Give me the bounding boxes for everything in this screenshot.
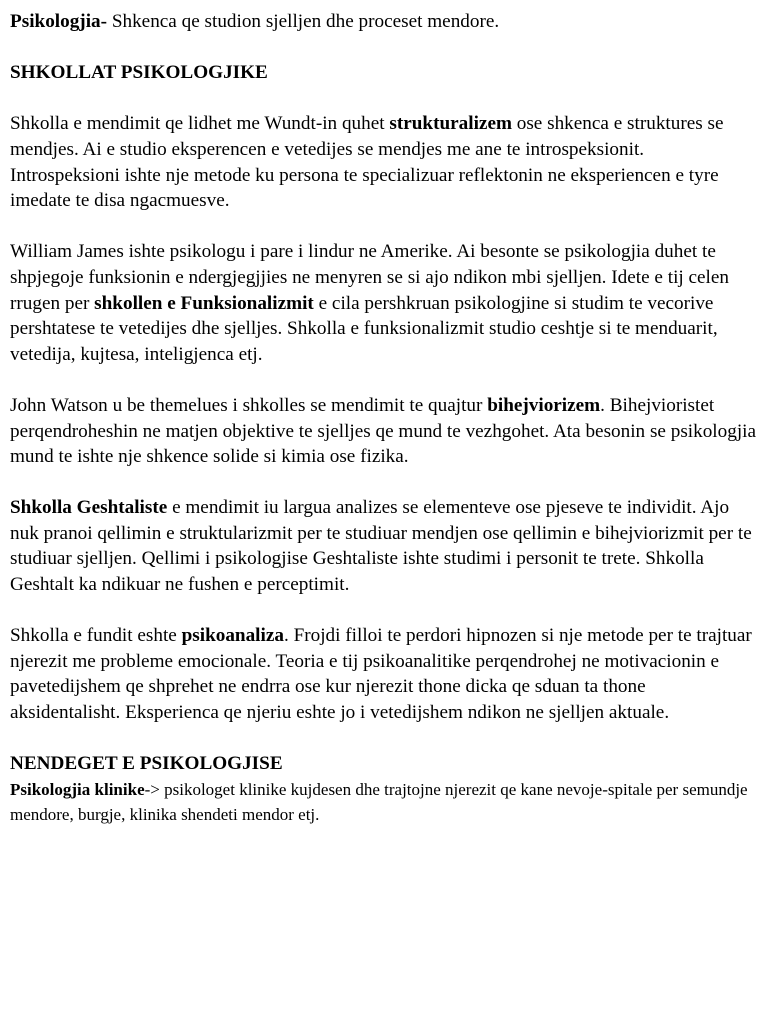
gestalt-term: Shkolla Geshtaliste bbox=[10, 497, 168, 519]
behaviorism-term: bihejviorizem bbox=[487, 394, 601, 416]
spacer bbox=[10, 214, 756, 240]
structuralism-text-start: Shkolla e mendimit qe lidhet me Wundt-in quhet bbox=[10, 113, 390, 135]
definition-paragraph bbox=[10, 9, 756, 35]
definition-term: Psikologjia- bbox=[10, 11, 108, 32]
psychoanalysis-text-end: . Frojdi filloi te perdori hipnozen si nje metode per te trajtuar njerezit me probleme emocionale. Teoria e tij psikoanalitike perqendrohej ne motivacionin e pavetedijshem qe shprehet ne endrra ose kur njerezit thone dicka qe sduan ta thone aksidentalisht. Eksperienca qe njeriu eshte jo i vetedijshem ndikon ne sjelljen aktuale. bbox=[10, 625, 752, 724]
spacer bbox=[10, 367, 756, 393]
spacer bbox=[10, 86, 756, 112]
spacer bbox=[10, 726, 756, 752]
spacer bbox=[10, 598, 756, 624]
functionalism-paragraph bbox=[10, 239, 756, 367]
spacer bbox=[10, 470, 756, 496]
psychoanalysis-term: psikoanaliza bbox=[181, 625, 284, 647]
definition-text: Shkenca qe studion sjelljen dhe proceset mendore. bbox=[107, 11, 500, 32]
behaviorism-text-end: . Bihejvioristet perqendroheshin ne matjen objektive te sjelljes qe mund te vezhgohet. Ata besonin se psikologjia mund te ishte nje shkence solide si kimia ose fizika. bbox=[10, 394, 756, 468]
branches-heading: NENDEGET E PSIKOLOGJISE bbox=[10, 753, 283, 775]
functionalism-term: shkollen e Funksionalizmit bbox=[94, 292, 314, 314]
gestalt-text: e mendimit iu largua analizes se elementeve ose pjeseve te individit. Ajo nuk pranoi qellimin e struktularizmit per te studiuar mendjen ose qellimin e bihejviorizmit per te studiuar sjelljen. Qellimi i psikologjise Geshtaliste ishte studimi i personit te trete. Shkolla Geshtalt ka ndikuar ne fushen e perceptimit. bbox=[10, 497, 752, 596]
spacer bbox=[10, 35, 756, 61]
clinical-paragraph bbox=[10, 777, 756, 828]
structuralism-term: strukturalizem bbox=[389, 113, 512, 135]
clinical-term: Psikologjia klinike bbox=[10, 779, 145, 799]
structuralism-paragraph bbox=[10, 111, 756, 213]
functionalism-text-end: e cila pershkruan psikologjine si studim te vecorive pershtatese te vetedijes dhe sjelljes. Shkolla e funksionalizmit studio ceshtje si te menduarit, vetedija, kujtesa, inteligjenca etj. bbox=[10, 292, 718, 365]
schools-heading: SHKOLLAT PSIKOLOGJIKE bbox=[10, 62, 268, 84]
behaviorism-text-start: John Watson u be themelues i shkolles se mendimit te quajtur bbox=[10, 394, 488, 416]
clinical-text: -> psikologet klinike kujdesen dhe trajtojne njerezit qe kane nevoje-spitale per semundje mendore, burgje, klinika shendeti mendor etj. bbox=[10, 779, 748, 825]
structuralism-text-end: ose shkenca e struktures se mendjes. Ai e studio eksperencen e vetedijes se mendjes me ane te introspeksionit. Introspeksioni ishte nje metode ku persona te specializuar reflektonin ne eksperiencen e tyre imedate te disa ngacmuesve. bbox=[10, 113, 724, 212]
behaviorism-paragraph bbox=[10, 393, 756, 470]
psychoanalysis-paragraph bbox=[10, 623, 756, 725]
functionalism-text-start: William James ishte psikologu i pare i lindur ne Amerike. Ai besonte se psikologjia duhet te shpjegoje funksionin e ndergjegjjies ne menyren se si ajo ndikon mbi sjelljen. Idete e tij celen rrugen per bbox=[10, 241, 729, 314]
gestalt-paragraph bbox=[10, 495, 756, 597]
psychoanalysis-text-start: Shkolla e fundit eshte bbox=[10, 625, 182, 647]
